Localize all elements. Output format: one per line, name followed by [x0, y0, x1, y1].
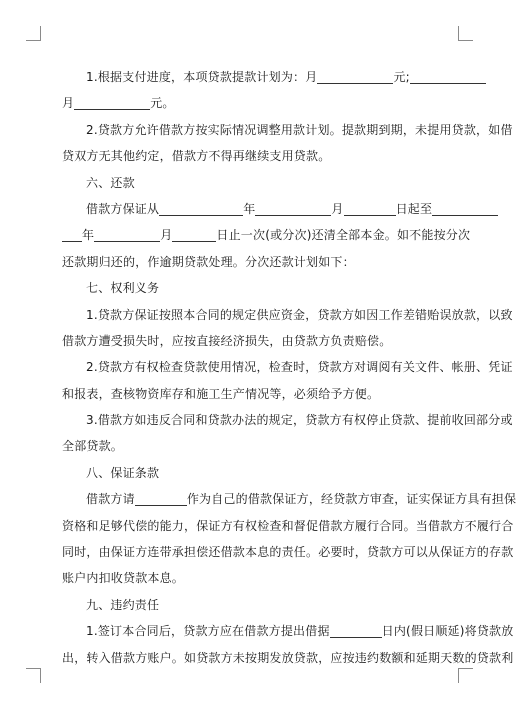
- line-text: 元;: [393, 70, 410, 84]
- text-line: [62, 433, 440, 459]
- line-text: 日内(假日顺延)将贷款放: [381, 624, 514, 639]
- text-line: [62, 143, 440, 169]
- section-heading: [62, 170, 440, 196]
- line-text: 资格和足够代偿的能力，保证方有权检查和督促借款方履行合同。当借款方不履行合: [62, 518, 514, 533]
- crop-mark-bottom-left: [26, 668, 41, 683]
- line-text: 出，转入借款方账户。如贷款方未按期发放贷款，应按违约数额和延期天数的贷款利: [62, 650, 514, 665]
- text-line: [62, 565, 440, 591]
- line-text: 账户内扣收贷款本息。: [62, 571, 185, 586]
- line-text: 六、还款: [86, 175, 135, 190]
- line-text: 同时，由保证方连带承担偿还借款本息的责任。必要时，贷款方可以从保证方的存款: [62, 545, 514, 560]
- text-line: [62, 539, 514, 565]
- line-text: 年: [82, 228, 95, 243]
- fill-blank: [94, 227, 160, 242]
- text-line: [62, 64, 440, 90]
- text-line: [62, 381, 440, 407]
- line-text: 八、保证条款: [86, 465, 160, 480]
- text-line: [62, 486, 516, 512]
- line-text: 3.借款方如违反合同和贷款办法的规定，贷款方有权停止贷款、提前收回部分或: [86, 413, 513, 428]
- text-line: [62, 117, 513, 143]
- line-text: 借款方遭受损失时，应按直接经济损失，由贷款方负责赔偿。: [62, 333, 392, 348]
- line-text: 年: [243, 201, 256, 216]
- fill-blank: [172, 227, 216, 242]
- line-text: 七、权利义务: [86, 281, 160, 296]
- line-text: 2.贷款方允许借款方按实际情况调整用款计划。提款期到期，未提用贷款，如借: [86, 122, 513, 137]
- line-text: 元。: [150, 96, 175, 111]
- fill-blank: [159, 201, 243, 216]
- fill-blank: [62, 227, 82, 242]
- line-text: 月: [160, 228, 173, 243]
- line-text: 1.签订本合同后，贷款方应在借款方提出借据: [86, 624, 330, 639]
- section-heading: [62, 275, 440, 301]
- line-text: 月: [331, 201, 344, 216]
- section-heading: [62, 592, 440, 618]
- fill-blank: [330, 623, 382, 638]
- fill-blank: [410, 69, 486, 84]
- line-text: 日起至: [395, 201, 433, 216]
- line-text: 1.根据支付进度，本项贷款提款计划为：月: [86, 70, 318, 84]
- crop-mark-top-right: [458, 26, 473, 41]
- line-text: 和报表，查核物资库存和施工生产情况等，必须给予方便。: [62, 386, 380, 401]
- text-line: [62, 302, 513, 328]
- line-text: 1.贷款方保证按照本合同的规定供应资金，贷款方如因工作差错贻误放款，以致: [86, 307, 513, 322]
- fill-blank: [432, 201, 498, 216]
- section-heading: [62, 460, 440, 486]
- line-text: 九、违约责任: [86, 597, 160, 612]
- text-line: [62, 222, 471, 248]
- text-line: [62, 354, 513, 380]
- text-line: [62, 328, 440, 354]
- line-text: 借款方保证从: [86, 201, 160, 216]
- line-text: 日止一次(或分次)还清全部本金。如不能按分次: [216, 228, 471, 243]
- text-line: [62, 407, 513, 433]
- line-text: 借款方请: [86, 492, 135, 507]
- text-line: [62, 249, 440, 275]
- text-line: [62, 196, 440, 222]
- line-text: 贷双方无其他约定，借款方不得再继续支用贷款。: [62, 149, 331, 164]
- text-line: [62, 618, 514, 644]
- crop-mark-bottom-right: [458, 668, 473, 683]
- fill-blank: [135, 491, 187, 506]
- fill-blank: [255, 201, 331, 216]
- line-text: 还款期归还的，作逾期贷款处理。分次还款计划如下：: [62, 254, 355, 269]
- text-line: [62, 513, 514, 539]
- line-text: 全部贷款。: [62, 439, 124, 454]
- line-text: 作为自己的借款保证方，经贷款方审查，证实保证方具有担保: [186, 492, 516, 507]
- line-text: 月: [62, 96, 75, 111]
- text-line: [62, 645, 514, 671]
- text-line: [62, 90, 440, 116]
- fill-blank: [317, 69, 393, 84]
- crop-mark-top-left: [26, 26, 41, 41]
- line-text: 2.贷款方有权检查贷款使用情况，检查时，贷款方对调阅有关文件、帐册、凭证: [86, 360, 513, 375]
- document-body: [62, 64, 516, 671]
- fill-blank: [74, 95, 150, 110]
- fill-blank: [344, 201, 396, 216]
